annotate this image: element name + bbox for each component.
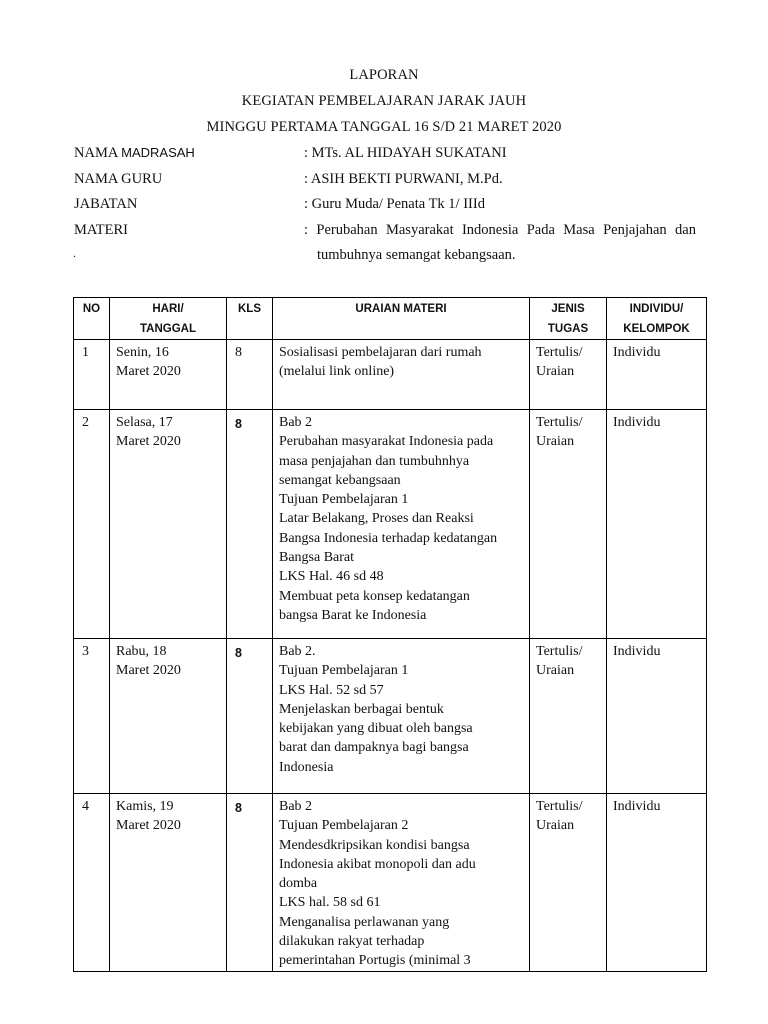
cell-hari-tanggal (110, 340, 227, 410)
activity-table (73, 297, 707, 972)
cell-uraian-materi (273, 340, 530, 410)
cell-uraian-materi-line: Sosialisasi pembelajaran dari rumah (279, 345, 482, 360)
table-row (74, 340, 707, 410)
cell-hari-tanggal-line: Maret 2020 (116, 663, 181, 679)
cell-uraian-materi-line: (melalui link online) (279, 364, 395, 380)
cell-uraian-materi (273, 410, 530, 639)
cell-hari-tanggal-line: Selasa, 17 (116, 415, 173, 430)
cell-uraian-materi-line: barat dan dampaknya bagi bangsa (279, 740, 469, 756)
cell-uraian-materi-line: Bangsa Barat (279, 550, 355, 566)
cell-jenis-tugas (530, 639, 607, 794)
cell-jenis-tugas-line: Tertulis/ (536, 644, 583, 659)
table-header-row (74, 298, 707, 340)
cell-hari-tanggal (110, 639, 227, 794)
header-jenis-tugas: JENIS TUGAS (530, 298, 607, 340)
cell-jenis-tugas-line: Uraian (536, 364, 575, 380)
header-uraian-materi: URAIAN MATERI (273, 298, 530, 340)
header-hari-tanggal: HARI/ TANGGAL (110, 298, 227, 340)
cell-uraian-materi-line: Menjelaskan berbagai bentuk (279, 701, 444, 717)
cell-hari-tanggal (110, 794, 227, 972)
cell-kls: 8 (227, 340, 273, 410)
cell-uraian-materi-line: Indonesia akibat monopoli dan adu (279, 856, 476, 872)
cell-uraian-materi-line: bangsa Barat ke Indonesia (279, 607, 427, 623)
info-row-jabatan (74, 196, 714, 218)
cell-hari-tanggal-line: Maret 2020 (116, 434, 181, 450)
cell-jenis-tugas (530, 794, 607, 972)
cell-jenis-tugas-line: Uraian (536, 818, 575, 834)
info-row-madrasah (74, 145, 714, 167)
guru-label: NAMA GURU (74, 171, 163, 187)
cell-uraian-materi-line: Menganalisa perlawanan yang (279, 914, 450, 930)
cell-uraian-materi-line: domba (279, 876, 318, 892)
cell-uraian-materi-line: Bab 2 (279, 415, 313, 430)
cell-jenis-tugas-line: Uraian (536, 663, 575, 679)
report-period: MINGGU PERTAMA TANGGAL 16 S/D 21 MARET 2020 (206, 119, 562, 135)
cell-uraian-materi-line: semangat kebangsaan (279, 472, 401, 488)
cell-no: 2 (74, 410, 110, 639)
cell-hari-tanggal-line: Maret 2020 (116, 364, 181, 380)
cell-uraian-materi-line: pemerintahan Portugis (minimal 3 (279, 953, 471, 969)
madrasah-value: : MTs. AL HIDAYAH SUKATANI (304, 145, 507, 161)
cell-kls: 8 (227, 410, 273, 639)
cell-uraian-materi (273, 639, 530, 794)
header-individu-kelompok: INDIVIDU/ KELOMPOK (607, 298, 707, 340)
cell-hari-tanggal-line: Senin, 16 (116, 345, 169, 360)
cell-jenis-tugas-line: Tertulis/ (536, 799, 583, 814)
cell-individu-kelompok: Individu (607, 794, 707, 972)
cell-jenis-tugas (530, 340, 607, 410)
cell-uraian-materi-line: LKS Hal. 46 sd 48 (279, 569, 384, 585)
cell-uraian-materi-line: dilakukan rakyat terhadap (279, 934, 425, 950)
table-row (74, 794, 707, 972)
cell-uraian-materi-line: kebijakan yang dibuat oleh bangsa (279, 721, 473, 737)
materi-label: MATERI (74, 222, 128, 238)
info-row-materi (74, 222, 714, 244)
header-no: NO (74, 298, 110, 340)
cell-uraian-materi-line: Mendesdkripsikan kondisi bangsa (279, 837, 470, 853)
cell-uraian-materi-line: Bab 2. (279, 644, 316, 659)
cell-individu-kelompok: Individu (607, 340, 707, 410)
cell-uraian-materi-line: Tujuan Pembelajaran 1 (279, 492, 409, 508)
cell-jenis-tugas-line: Tertulis/ (536, 415, 583, 430)
cell-no: 3 (74, 639, 110, 794)
cell-individu-kelompok: Individu (607, 639, 707, 794)
cell-no: 4 (74, 794, 110, 972)
cell-uraian-materi-line: LKS Hal. 52 sd 57 (279, 682, 384, 698)
header-kls: KLS (227, 298, 273, 340)
cell-uraian-materi-line: Membuat peta konsep kedatangan (279, 588, 470, 604)
materi-value: : Perubahan Masyarakat Indonesia Pada Masa Penjajahan dan (304, 222, 696, 238)
materi-value-continued: tumbuhnya semangat kebangsaan. (317, 247, 516, 263)
cell-uraian-materi-line: Perubahan masyarakat Indonesia pada (279, 434, 494, 450)
cell-jenis-tugas (530, 410, 607, 639)
jabatan-label: JABATAN (74, 196, 138, 212)
cell-hari-tanggal-line: Maret 2020 (116, 818, 181, 834)
cell-hari-tanggal-line: Rabu, 18 (116, 644, 167, 659)
cell-uraian-materi-line: Latar Belakang, Proses dan Reaksi (279, 511, 474, 527)
info-row-guru (74, 171, 714, 193)
guru-value: : ASIH BEKTI PURWANI, M.Pd. (304, 171, 503, 187)
jabatan-value: : Guru Muda/ Penata Tk 1/ IIId (304, 196, 485, 212)
madrasah-label: NAMA MADRASAH (74, 145, 195, 161)
report-subtitle: KEGIATAN PEMBELAJARAN JARAK JAUH (241, 93, 527, 109)
cell-kls: 8 (227, 794, 273, 972)
table-row (74, 410, 707, 639)
cell-uraian-materi (273, 794, 530, 972)
cell-individu-kelompok: Individu (607, 410, 707, 639)
cell-uraian-materi-line: Bab 2 (279, 799, 313, 814)
cell-uraian-materi-line: Indonesia (279, 759, 334, 775)
cell-jenis-tugas-line: Uraian (536, 434, 575, 450)
cell-uraian-materi-line: LKS hal. 58 sd 61 (279, 895, 381, 911)
cell-uraian-materi-line: masa penjajahan dan tumbuhnhya (279, 453, 470, 469)
report-title: LAPORAN (349, 67, 419, 83)
cell-uraian-materi-line: Tujuan Pembelajaran 1 (279, 663, 409, 679)
cell-no: 1 (74, 340, 110, 410)
cell-hari-tanggal-line: Kamis, 19 (116, 799, 174, 814)
table-body (74, 340, 707, 972)
cell-kls: 8 (227, 639, 273, 794)
table-row (74, 639, 707, 794)
stray-dot: . (73, 246, 76, 260)
cell-uraian-materi-line: Tujuan Pembelajaran 2 (279, 818, 409, 834)
cell-uraian-materi-line: Bangsa Indonesia terhadap kedatangan (279, 530, 498, 546)
cell-hari-tanggal (110, 410, 227, 639)
cell-jenis-tugas-line: Tertulis/ (536, 345, 583, 360)
